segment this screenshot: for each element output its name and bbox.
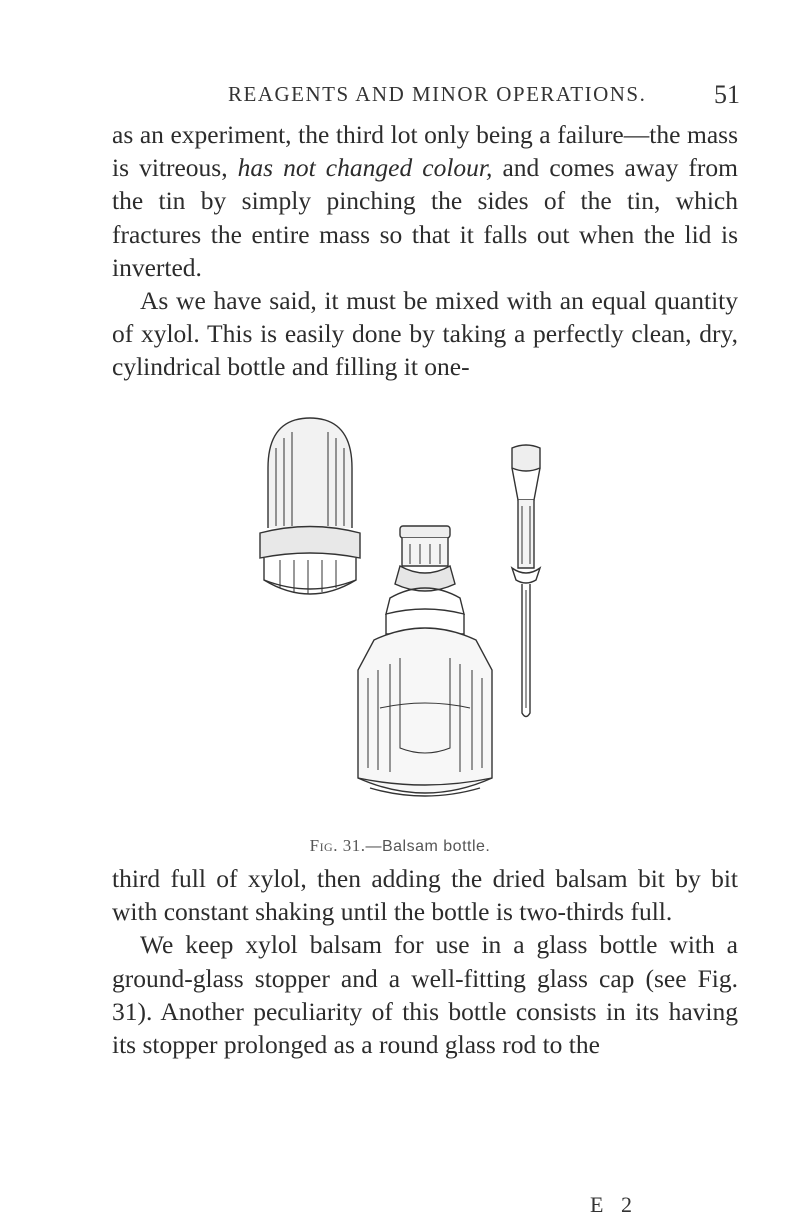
stopper-rod-drawing xyxy=(512,445,540,717)
text-block-bottom xyxy=(112,862,738,1061)
figure-label: Fig. 31. xyxy=(309,836,366,855)
page-number: 51 xyxy=(714,80,740,109)
paragraph-continued: third full of xylol, then adding the dried balsam bit by bit with constant shaking until the bottle is two-thirds full. xyxy=(112,864,738,927)
figure-caption-text: —Balsam bottle. xyxy=(365,838,491,855)
text-block-top xyxy=(112,118,738,384)
signature-mark: E 2 xyxy=(590,1192,638,1217)
italic-phrase: has not changed colour, xyxy=(237,153,493,183)
paragraph-continued: as an experiment, the third lot only being a failure—the mass is vitreous, has not changed colour, and comes away from the tin by simply pinching the sides of the tin, which fractures the entire mass so that it falls out when the lid is inverted. xyxy=(112,120,738,282)
balsam-bottle-illustration xyxy=(250,408,550,818)
figure-caption xyxy=(0,836,800,856)
paragraph: As we have said, it must be mixed with an equal quantity of xylol. This is easily done by taking a perfectly clean, dry, cylindrical bottle and filling it one- xyxy=(112,286,738,382)
glass-cap-drawing xyxy=(260,418,360,594)
paragraph: We keep xylol balsam for use in a glass bottle with a ground-glass stopper and a well-fitting glass cap (see Fig. 31). Another peculiarity of this bottle consists in its having its stopper prolonged as a round glass rod to the xyxy=(112,930,738,1060)
running-head-title: REAGENTS AND MINOR OPERATIONS. xyxy=(228,82,647,106)
bottle-drawing xyxy=(358,526,492,796)
